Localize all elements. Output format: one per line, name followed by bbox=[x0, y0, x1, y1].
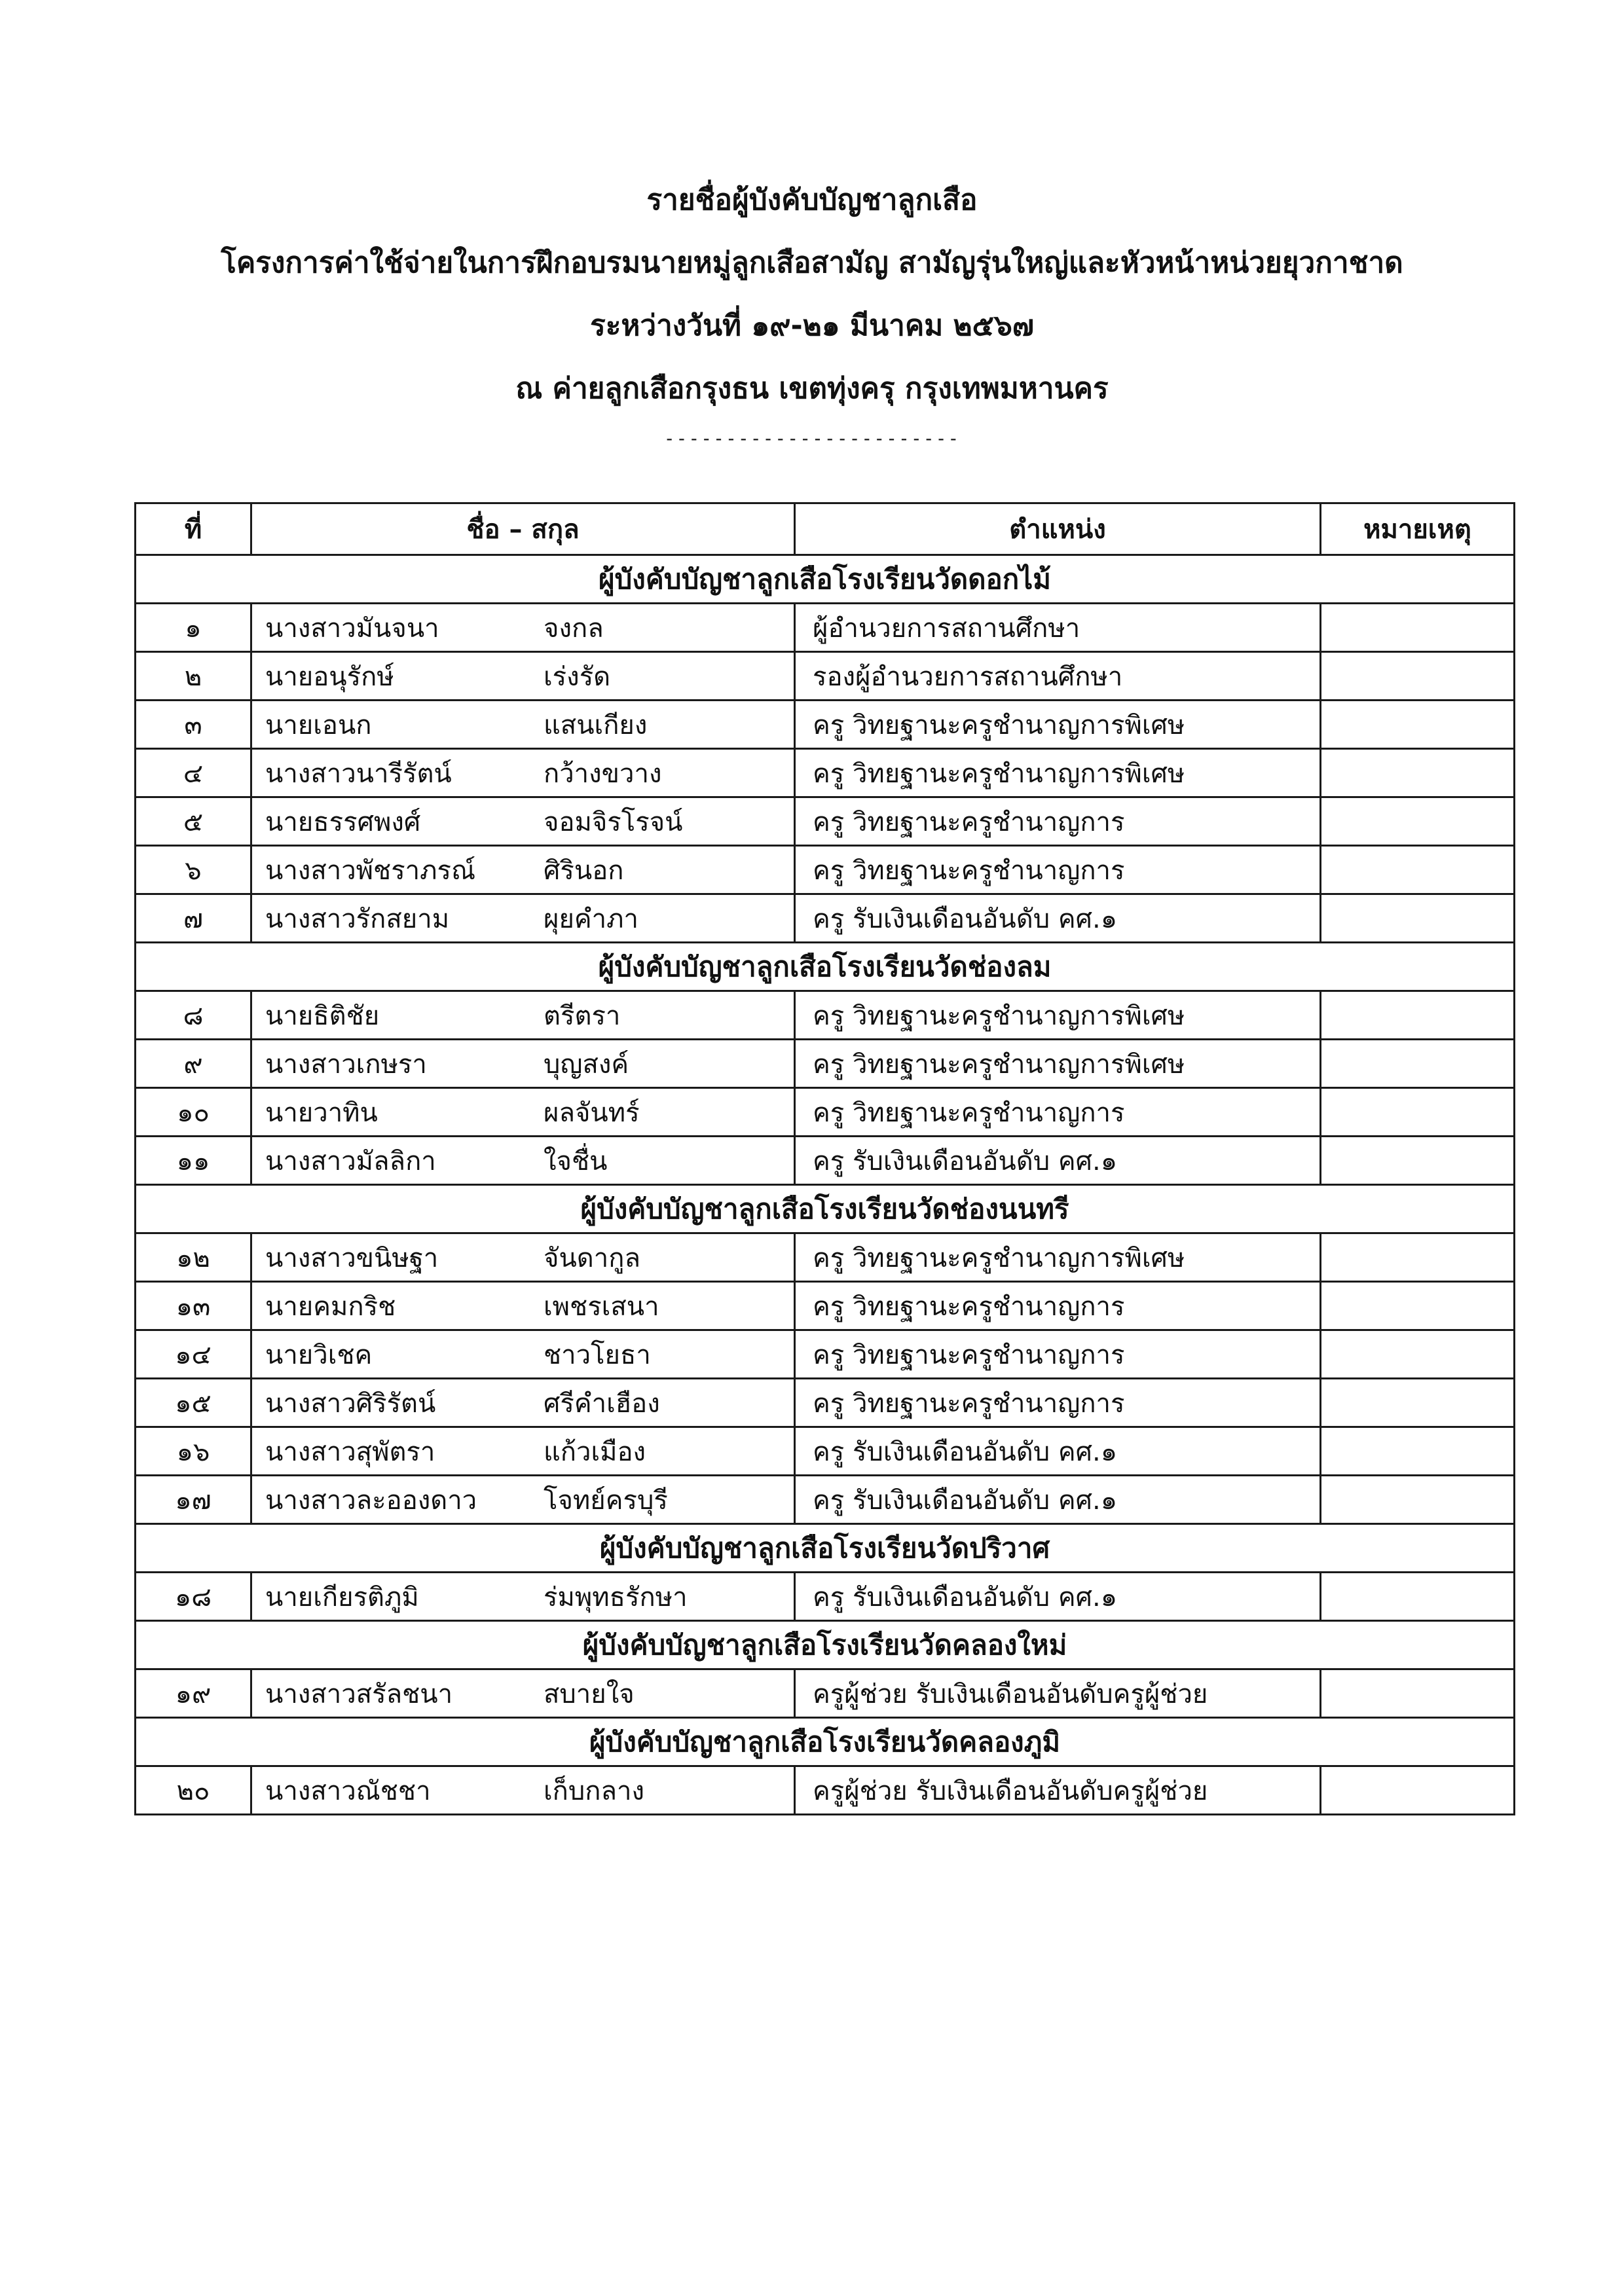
note bbox=[1321, 1282, 1515, 1330]
position: ครู วิทยฐานะครูชำนาญการพิเศษ bbox=[795, 1233, 1321, 1282]
table-row bbox=[136, 1233, 1515, 1282]
surname: กว้างขวาง bbox=[544, 758, 662, 789]
full-name-cell bbox=[251, 652, 795, 701]
project-name: โครงการค่าใช้จ่ายในการฝึกอบรมนายหมู่ลูกเสือสามัญ สามัญรุ่นใหญ่และหัวหน้าหน่วยยุวกาชาด bbox=[221, 246, 1403, 280]
table-row bbox=[136, 991, 1515, 1040]
row-number: ๑๐ bbox=[136, 1088, 251, 1137]
given-name: นายเอนก bbox=[265, 710, 372, 740]
column-header-row bbox=[136, 503, 1515, 555]
row-number: ๙ bbox=[136, 1040, 251, 1088]
section-title: ผู้บังคับบัญชาลูกเสือโรงเรียนวัดช่องลม bbox=[136, 943, 1515, 991]
section-header-row bbox=[136, 1621, 1515, 1669]
position: ผู้อำนวยการสถานศึกษา bbox=[795, 604, 1321, 652]
surname: โจทย์ครบุรี bbox=[544, 1485, 668, 1516]
note bbox=[1321, 652, 1515, 701]
row-number: ๓ bbox=[136, 701, 251, 749]
note bbox=[1321, 1379, 1515, 1427]
row-number: ๑๑ bbox=[136, 1137, 251, 1185]
column-header-note: หมายเหตุ bbox=[1321, 503, 1515, 555]
note bbox=[1321, 749, 1515, 797]
given-name: นายคมกริช bbox=[265, 1291, 396, 1322]
full-name-cell bbox=[251, 1766, 795, 1815]
document-title: รายชื่อผู้บังคับบัญชาลูกเสือ bbox=[646, 183, 978, 217]
given-name: นางสาวขนิษฐา bbox=[265, 1243, 439, 1273]
header-divider: ------------------------ bbox=[663, 428, 961, 449]
table-row bbox=[136, 652, 1515, 701]
given-name: นางสาวพัชราภรณ์ bbox=[265, 855, 476, 886]
full-name-cell bbox=[251, 701, 795, 749]
given-name: นางสาวศิริรัตน์ bbox=[265, 1388, 436, 1419]
surname: ชาวโยธา bbox=[544, 1339, 651, 1370]
row-number: ๒ bbox=[136, 652, 251, 701]
full-name-cell bbox=[251, 604, 795, 652]
position: ครู วิทยฐานะครูชำนาญการ bbox=[795, 797, 1321, 846]
full-name-cell bbox=[251, 1476, 795, 1524]
note bbox=[1321, 1233, 1515, 1282]
surname: เก็บกลาง bbox=[544, 1776, 645, 1806]
position: ครู วิทยฐานะครูชำนาญการ bbox=[795, 1330, 1321, 1379]
surname: ตรีตรา bbox=[544, 1000, 621, 1031]
note bbox=[1321, 701, 1515, 749]
note bbox=[1321, 1330, 1515, 1379]
section-header-row bbox=[136, 1524, 1515, 1573]
given-name: นางสาวรักสยาม bbox=[265, 903, 450, 934]
section-title: ผู้บังคับบัญชาลูกเสือโรงเรียนวัดช่องนนทรี bbox=[136, 1185, 1515, 1233]
full-name-cell bbox=[251, 1573, 795, 1621]
position: ครู รับเงินเดือนอันดับ คศ.๑ bbox=[795, 1476, 1321, 1524]
given-name: นายเกียรติภูมิ bbox=[265, 1582, 419, 1613]
document-header bbox=[0, 169, 1624, 452]
section-header-row bbox=[136, 555, 1515, 604]
given-name: นายธรรศพงศ์ bbox=[265, 807, 421, 837]
note bbox=[1321, 846, 1515, 894]
full-name-cell bbox=[251, 894, 795, 943]
full-name-cell bbox=[251, 1088, 795, 1137]
position: ครูผู้ช่วย รับเงินเดือนอันดับครูผู้ช่วย bbox=[795, 1669, 1321, 1718]
section-header-row bbox=[136, 1718, 1515, 1766]
row-number: ๑๓ bbox=[136, 1282, 251, 1330]
table-row bbox=[136, 1669, 1515, 1718]
section-header-row bbox=[136, 943, 1515, 991]
given-name: นายธิติชัย bbox=[265, 1000, 380, 1031]
full-name-cell bbox=[251, 1040, 795, 1088]
position: ครู วิทยฐานะครูชำนาญการพิเศษ bbox=[795, 991, 1321, 1040]
note bbox=[1321, 1427, 1515, 1476]
location: ณ ค่ายลูกเสือกรุงธน เขตทุ่งครุ กรุงเทพมหานคร bbox=[515, 372, 1109, 405]
position: ครู วิทยฐานะครูชำนาญการ bbox=[795, 1379, 1321, 1427]
surname: ผุยคำภา bbox=[544, 903, 638, 934]
table-row bbox=[136, 1330, 1515, 1379]
position: ครู วิทยฐานะครูชำนาญการ bbox=[795, 846, 1321, 894]
full-name-cell bbox=[251, 991, 795, 1040]
note bbox=[1321, 1766, 1515, 1815]
position: ครู วิทยฐานะครูชำนาญการพิเศษ bbox=[795, 749, 1321, 797]
surname: สบายใจ bbox=[544, 1679, 635, 1709]
surname: ร่มพุทธรักษา bbox=[544, 1582, 688, 1613]
note bbox=[1321, 1088, 1515, 1137]
note bbox=[1321, 1573, 1515, 1621]
surname: ศรีคำเฮือง bbox=[544, 1388, 660, 1419]
note bbox=[1321, 1669, 1515, 1718]
full-name-cell bbox=[251, 1233, 795, 1282]
surname: บุญสงค์ bbox=[544, 1049, 629, 1080]
surname: จงกล bbox=[544, 613, 604, 644]
full-name-cell bbox=[251, 1669, 795, 1718]
position: ครู รับเงินเดือนอันดับ คศ.๑ bbox=[795, 1573, 1321, 1621]
table-row bbox=[136, 701, 1515, 749]
full-name-cell bbox=[251, 1282, 795, 1330]
given-name: นายวาทิน bbox=[265, 1097, 378, 1128]
position: ครู วิทยฐานะครูชำนาญการพิเศษ bbox=[795, 701, 1321, 749]
surname: เพชรเสนา bbox=[544, 1291, 659, 1322]
given-name: นางสาวสุพัตรา bbox=[265, 1436, 435, 1467]
note bbox=[1321, 797, 1515, 846]
table-row bbox=[136, 1573, 1515, 1621]
section-title: ผู้บังคับบัญชาลูกเสือโรงเรียนวัดคลองภูมิ bbox=[136, 1718, 1515, 1766]
table-row bbox=[136, 1088, 1515, 1137]
full-name-cell bbox=[251, 749, 795, 797]
position: ครู รับเงินเดือนอันดับ คศ.๑ bbox=[795, 1137, 1321, 1185]
position: ครู วิทยฐานะครูชำนาญการ bbox=[795, 1088, 1321, 1137]
full-name-cell bbox=[251, 1137, 795, 1185]
table-row bbox=[136, 1040, 1515, 1088]
position: ครู รับเงินเดือนอันดับ คศ.๑ bbox=[795, 894, 1321, 943]
row-number: ๑๗ bbox=[136, 1476, 251, 1524]
given-name: นางสาวละอองดาว bbox=[265, 1485, 477, 1516]
roster-body bbox=[136, 503, 1515, 1815]
surname: ผลจันทร์ bbox=[544, 1097, 640, 1128]
position: ครู รับเงินเดือนอันดับ คศ.๑ bbox=[795, 1427, 1321, 1476]
given-name: นางสาวสรัลชนา bbox=[265, 1679, 453, 1709]
row-number: ๑๙ bbox=[136, 1669, 251, 1718]
row-number: ๘ bbox=[136, 991, 251, 1040]
surname: จอมจิรโรจน์ bbox=[544, 807, 683, 837]
full-name-cell bbox=[251, 1330, 795, 1379]
table-row bbox=[136, 604, 1515, 652]
section-title: ผู้บังคับบัญชาลูกเสือโรงเรียนวัดดอกไม้ bbox=[136, 555, 1515, 604]
table-row bbox=[136, 1427, 1515, 1476]
table-row bbox=[136, 1476, 1515, 1524]
full-name-cell bbox=[251, 1379, 795, 1427]
surname: ใจชื่น bbox=[544, 1146, 608, 1176]
column-header-position: ตำแหน่ง bbox=[795, 503, 1321, 555]
table-row bbox=[136, 846, 1515, 894]
row-number: ๗ bbox=[136, 894, 251, 943]
roster-table bbox=[134, 502, 1515, 1815]
note bbox=[1321, 894, 1515, 943]
section-header-row bbox=[136, 1185, 1515, 1233]
row-number: ๒๐ bbox=[136, 1766, 251, 1815]
row-number: ๑๔ bbox=[136, 1330, 251, 1379]
surname: แก้วเมือง bbox=[544, 1436, 646, 1467]
section-title: ผู้บังคับบัญชาลูกเสือโรงเรียนวัดปริวาศ bbox=[136, 1524, 1515, 1573]
note bbox=[1321, 604, 1515, 652]
table-row bbox=[136, 1766, 1515, 1815]
note bbox=[1321, 1476, 1515, 1524]
column-header-name: ชื่อ – สกุล bbox=[251, 503, 795, 555]
row-number: ๑ bbox=[136, 604, 251, 652]
surname: เร่งรัด bbox=[544, 661, 611, 692]
row-number: ๑๕ bbox=[136, 1379, 251, 1427]
full-name-cell bbox=[251, 846, 795, 894]
position: ครูผู้ช่วย รับเงินเดือนอันดับครูผู้ช่วย bbox=[795, 1766, 1321, 1815]
row-number: ๑๒ bbox=[136, 1233, 251, 1282]
surname: จันดากูล bbox=[544, 1243, 640, 1273]
full-name-cell bbox=[251, 797, 795, 846]
row-number: ๖ bbox=[136, 846, 251, 894]
full-name-cell bbox=[251, 1427, 795, 1476]
section-title: ผู้บังคับบัญชาลูกเสือโรงเรียนวัดคลองใหม่ bbox=[136, 1621, 1515, 1669]
position: ครู วิทยฐานะครูชำนาญการ bbox=[795, 1282, 1321, 1330]
row-number: ๑๖ bbox=[136, 1427, 251, 1476]
table-row bbox=[136, 894, 1515, 943]
table-row bbox=[136, 1137, 1515, 1185]
surname: ศิรินอก bbox=[544, 855, 624, 886]
given-name: นายวิเชค bbox=[265, 1339, 373, 1370]
column-header-no: ที่ bbox=[136, 503, 251, 555]
position: ครู วิทยฐานะครูชำนาญการพิเศษ bbox=[795, 1040, 1321, 1088]
note bbox=[1321, 1137, 1515, 1185]
row-number: ๑๘ bbox=[136, 1573, 251, 1621]
note bbox=[1321, 1040, 1515, 1088]
row-number: ๔ bbox=[136, 749, 251, 797]
given-name: นางสาวมันจนา bbox=[265, 613, 439, 644]
given-name: นางสาวณัชชา bbox=[265, 1776, 431, 1806]
given-name: นายอนุรักษ์ bbox=[265, 661, 394, 692]
table-row bbox=[136, 1379, 1515, 1427]
given-name: นางสาวนารีรัตน์ bbox=[265, 758, 452, 789]
note bbox=[1321, 991, 1515, 1040]
table-row bbox=[136, 1282, 1515, 1330]
given-name: นางสาวมัลลิกา bbox=[265, 1146, 436, 1176]
table-row bbox=[136, 797, 1515, 846]
given-name: นางสาวเกษรา bbox=[265, 1049, 427, 1080]
date-range: ระหว่างวันที่ ๑๙-๒๑ มีนาคม ๒๕๖๗ bbox=[590, 309, 1034, 342]
table-row bbox=[136, 749, 1515, 797]
surname: แสนเกียง bbox=[544, 710, 648, 740]
row-number: ๕ bbox=[136, 797, 251, 846]
position: รองผู้อำนวยการสถานศึกษา bbox=[795, 652, 1321, 701]
